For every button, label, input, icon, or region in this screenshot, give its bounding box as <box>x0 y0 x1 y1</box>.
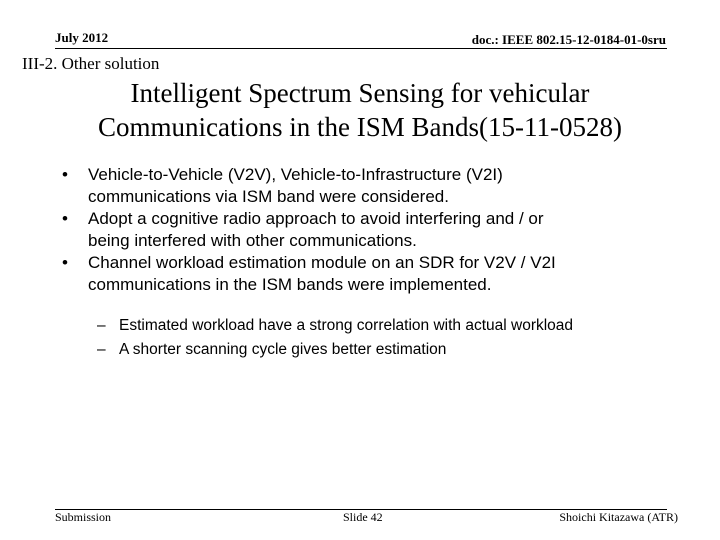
bullet-list <box>0 164 720 296</box>
bullet-dot-icon: • <box>62 165 68 184</box>
sub-bullet-item <box>0 314 720 338</box>
bullet-text-line: communications in the ISM bands were implemented. <box>88 275 492 294</box>
dash-bullet-icon: – <box>97 317 106 334</box>
bullet-text-line: Adopt a cognitive radio approach to avoid interfering and / or <box>88 209 544 228</box>
dash-bullet-icon: – <box>97 341 106 358</box>
section-label: III-2. Other solution <box>22 54 160 73</box>
sub-bullet-text: A shorter scanning cycle gives better estimation <box>119 341 447 358</box>
header-doc-id: doc.: IEEE 802.15-12-0184-01-0sru <box>471 32 666 47</box>
footer-submission: Submission <box>55 510 112 524</box>
bullet-dot-icon: • <box>62 209 68 228</box>
sub-bullet-list <box>0 314 720 362</box>
slide-title <box>40 76 680 144</box>
bullet-text-line: being interfered with other communications. <box>88 231 417 250</box>
header-date: July 2012 <box>55 30 109 45</box>
bullet-item <box>0 164 648 208</box>
bullet-text-line: communications via ISM band were considered. <box>88 187 449 206</box>
footer-slide-number: Slide 42 <box>343 510 383 524</box>
sub-bullet-item <box>0 338 720 362</box>
bullet-dot-icon: • <box>62 253 68 272</box>
bullet-item <box>0 252 648 296</box>
footer-author: Shoichi Kitazawa (ATR) <box>559 510 678 524</box>
bullet-item <box>0 208 648 252</box>
bullet-text-line: Vehicle-to-Vehicle (V2V), Vehicle-to-Infrastructure (V2I) <box>88 165 503 184</box>
slide-title-line-2: Communications in the ISM Bands(15-11-0528) <box>98 112 622 142</box>
sub-bullet-text: Estimated workload have a strong correlation with actual workload <box>119 317 574 334</box>
header-divider <box>55 48 667 49</box>
bullet-text-line: Channel workload estimation module on an SDR for V2V / V2I <box>88 253 556 272</box>
slide-title-line-1: Intelligent Spectrum Sensing for vehicular <box>130 78 590 108</box>
